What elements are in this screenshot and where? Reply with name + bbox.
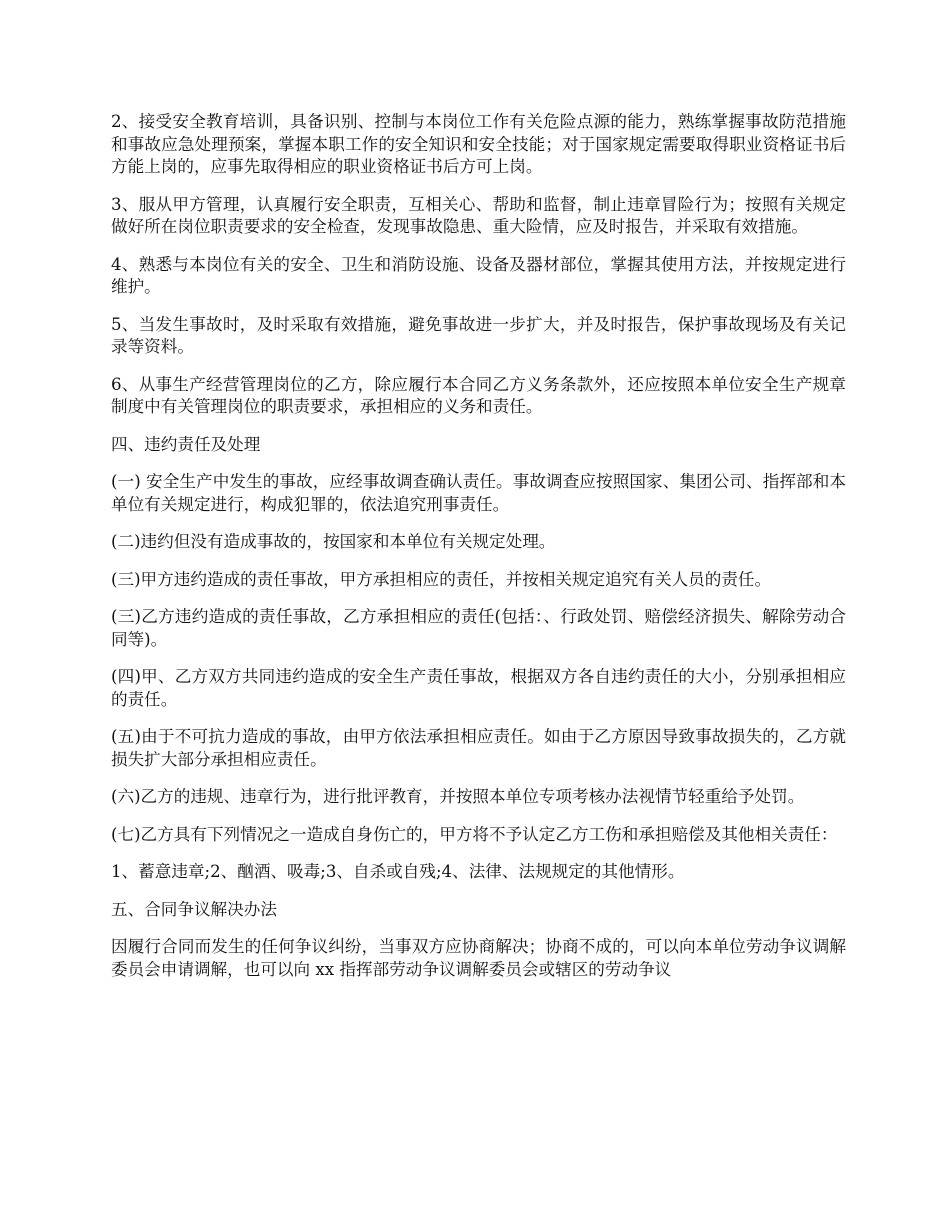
paragraph-clause-7: (七)乙方具有下列情况之一造成自身伤亡的，甲方将不予认定乙方工伤和承担赔偿及其他相关责任： — [111, 824, 838, 844]
paragraph-duty-6: 6、从事生产经营管理岗位的乙方，除应履行本合同乙方义务条款外，还应按照本单位安全生产规章制度中有关管理岗位的职责要求，承担相应的义务和责任。 — [111, 374, 846, 416]
paragraph-clause-4: (四)甲、乙方双方共同违约造成的安全生产责任事故，根据双方各自违约责任的大小，分别承担相应的责任。 — [111, 667, 846, 709]
paragraph-duty-5: 5、当发生事故时，及时采取有效措施，避免事故进一步扩大，并及时报告，保护事故现场及有关记录等资料。 — [111, 314, 846, 356]
section-heading-dispute-resolution: 五、合同争议解决办法 — [111, 899, 277, 919]
section-heading-breach-liability: 四、违约责任及处理 — [111, 434, 261, 454]
document-page — [111, 111, 846, 981]
paragraph-clause-3b: (三)乙方违约造成的责任事故，乙方承担相应的责任(包括：、行政处罚、赔偿经济损失、解除劳动合同等)。 — [111, 607, 846, 649]
paragraph-clause-6: (六)乙方的违规、违章行为，进行批评教育，并按照本单位专项考核办法视情节轻重给予处罚。 — [111, 787, 805, 806]
paragraph-clause-2: (二)违约但没有造成事故的，按国家和本单位有关规定处理。 — [111, 532, 556, 551]
paragraph-clause-1: (一) 安全生产中发生的事故，应经事故调查确认责任。事故调查应按照国家、集团公司、指挥部和本单位有关规定进行，构成犯罪的，依法追究刑事责任。 — [111, 472, 846, 514]
paragraph-dispute-resolution: 因履行合同而发生的任何争议纠纷，当事双方应协商解决；协商不成的，可以向本单位劳动争议调解委员会申请调解，也可以向 xx 指挥部劳动争议调解委员会或辖区的劳动争议 — [111, 937, 846, 979]
paragraph-duty-2: 2、接受安全教育培训，具备识别、控制与本岗位工作有关危险点源的能力，熟练掌握事故防范措施和事故应急处理预案，掌握本职工作的安全知识和安全技能；对于国家规定需要取得职业资格证书后方能上岗的，应事先取得相应的职业资格证书后方可上岗。 — [111, 112, 846, 176]
paragraph-excluded-cases: 1、蓄意违章;2、酗酒、吸毒;3、自杀或自残;4、法律、法规规定的其他情形。 — [111, 862, 685, 881]
paragraph-duty-3: 3、服从甲方管理，认真履行安全职责，互相关心、帮助和监督，制止违章冒险行为；按照有关规定做好所在岗位职责要求的安全检查，发现事故隐患、重大险情，应及时报告，并采取有效措施。 — [111, 194, 846, 236]
paragraph-clause-5: (五)由于不可抗力造成的事故，由甲方依法承担相应责任。如由于乙方原因导致事故损失的，乙方就损失扩大部分承担相应责任。 — [111, 727, 846, 769]
paragraph-clause-3a: (三)甲方违约造成的责任事故，甲方承担相应的责任，并按相关规定追究有关人员的责任。 — [111, 569, 772, 589]
paragraph-duty-4: 4、熟悉与本岗位有关的安全、卫生和消防设施、设备及器材部位，掌握其使用方法，并按规定进行维护。 — [111, 254, 846, 296]
